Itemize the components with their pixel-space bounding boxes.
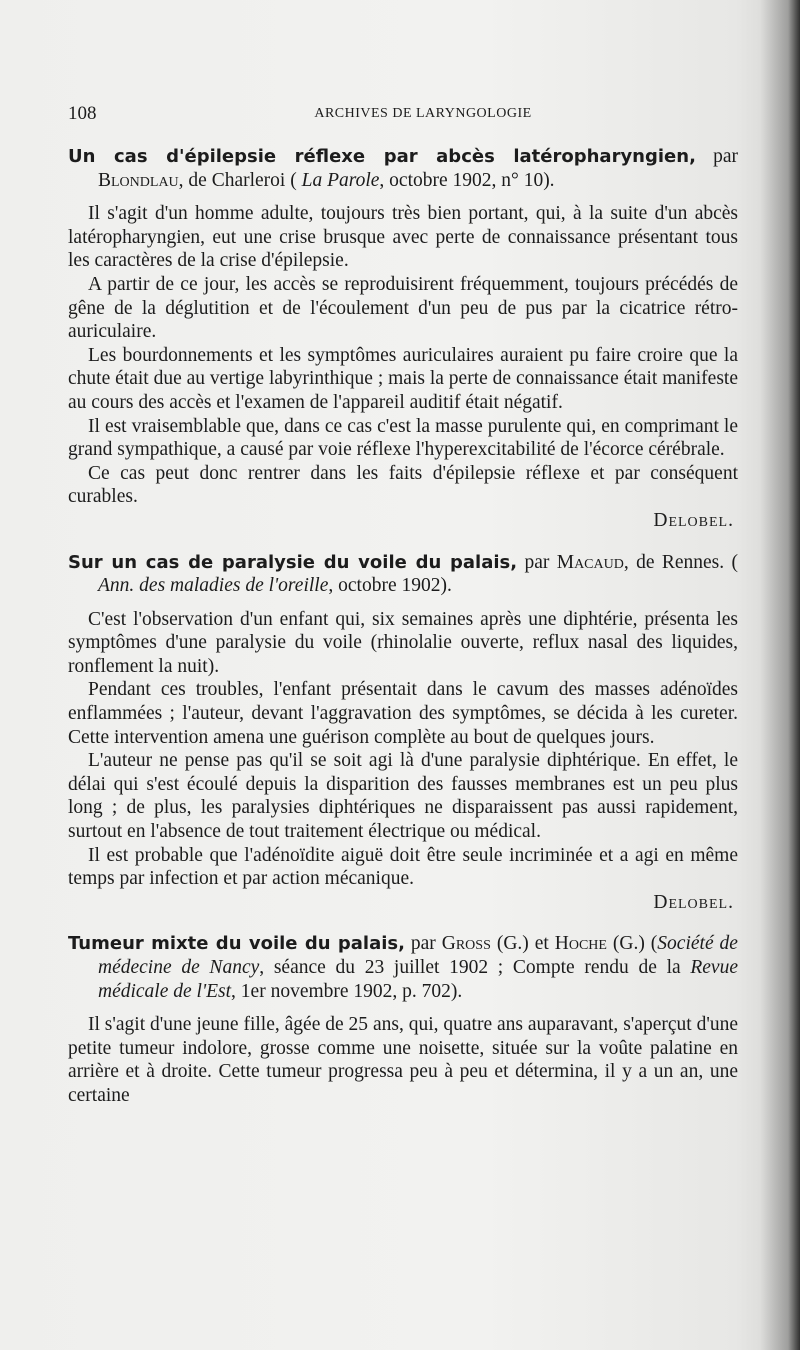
article-3 bbox=[68, 932, 738, 1107]
article-3-heading: Tumeur mixte du voile du palais, bbox=[68, 933, 405, 955]
article-2 bbox=[68, 551, 738, 915]
running-title: ARCHIVES DE LARYNGOLOGIE bbox=[314, 106, 532, 121]
article-2-heading: Sur un cas de paralysie du voile du palais, bbox=[68, 551, 518, 573]
page-header bbox=[68, 103, 738, 129]
article-1 bbox=[68, 145, 738, 533]
article-3-paragraph: Il s'agit d'une jeune fille, âgée de 25 ans, qui, quatre ans auparavant, s'aperçut d'une petite tumeur indolore, grosse comme une noisette, située sur la voûte palatine en arrière et à droite. Cette tumeur progressa peu à peu et détermina, il y a un an, une certaine bbox=[68, 1014, 738, 1106]
page-number: 108 bbox=[68, 103, 97, 124]
article-3-author-1: Gross bbox=[441, 933, 491, 955]
article-2-paragraph: L'auteur ne pense pas qu'il se soit agi là d'une paralysie diphtérique. En effet, le délai qui s'est écoulé depuis la disparition des fausses membranes est un peu plus long ; de plus, les paralysies diphtériques ne disparaissent pas aussi rapidement, surtout en l'absence de tout traitement électrique ou médical. bbox=[68, 750, 738, 843]
article-1-paragraph: Ce cas peut donc rentrer dans les faits d'épilepsie réflexe et par conséquent curables. bbox=[68, 462, 738, 508]
article-3-title: Tumeur mixte du voile du palais, par Gross (G.) et Hoche (G.) (Société de médecine de Nancy, séance du 23 juillet 1902 ; Compte rendu de la Revue médicale de l'Est, 1er novembre 1902, p. 702). bbox=[68, 933, 738, 1002]
article-1-paragraph: A partir de ce jour, les accès se reproduisirent fréquemment, toujours précédés de gêne de la déglutition et de l'écoulement d'un peu de pus par la cicatrice rétro-auriculaire. bbox=[68, 273, 738, 343]
article-1-paragraph: Il s'agit d'un homme adulte, toujours très bien portant, qui, à la suite d'un abcès latéropharyngien, eut une crise brusque avec perte de connaissance présentant tous les caractères de la crise d'épilepsie. bbox=[68, 203, 738, 272]
article-3-author-2: Hoche bbox=[554, 933, 607, 955]
article-2-paragraph: C'est l'observation d'un enfant qui, six semaines après une diphtérie, présenta les symptômes d'une paralysie du voile (rhinolalie ouverte, reflux nasal des liquides, ronflement la nuit). bbox=[68, 608, 738, 677]
page-content bbox=[68, 145, 738, 1108]
article-1-title: Un cas d'épilepsie réflexe par abcès latéropharyngien, par Blondlau, de Charleroi ( La Parole, octobre 1902, n° 10). bbox=[68, 146, 739, 191]
article-2-author: Macaud bbox=[556, 551, 624, 573]
article-1-heading: Un cas d'épilepsie réflexe par abcès latéropharyngien, bbox=[68, 146, 696, 167]
article-3-society: Société de médecine de Nancy bbox=[98, 933, 738, 978]
article-2-paragraph: Pendant ces troubles, l'enfant présentait dans le cavum des masses adénoïdes enflammées ; l'auteur, devant l'aggravation des symptômes, se décida à les cureter. Cette intervention amena une guérison complète au bout de quelques jours. bbox=[68, 679, 738, 748]
article-1-author: Blondlau bbox=[98, 169, 179, 191]
article-3-journal: Revue médicale de l'Est bbox=[98, 957, 738, 1002]
article-2-title: Sur un cas de paralysie du voile du palais, par Macaud, de Rennes. ( Ann. des maladies de l'oreille, octobre 1902). bbox=[68, 551, 738, 597]
article-2-paragraph: Il est probable que l'adénoïdite aiguë doit être seule incriminée et a agi en même temps par infection et par action mécanique. bbox=[68, 844, 738, 890]
page-shadow-edge bbox=[760, 0, 800, 1350]
article-1-paragraph: Les bourdonnements et les symptômes auriculaires auraient pu faire croire que la chute était due au vertige labyrinthique ; mais la perte de connaissance était manifeste au cours des accès et l'examen de l'appareil auditif était négatif. bbox=[68, 344, 738, 413]
article-1-paragraph: Il est vraisemblable que, dans ce cas c'est la masse purulente qui, en comprimant le grand sympathique, a causé par voie réflexe l'hyperexcitabilité de l'écorce cérébrale. bbox=[68, 415, 738, 461]
article-1-journal: La Parole bbox=[301, 169, 380, 191]
article-1-signature: Delobel. bbox=[653, 509, 734, 531]
article-2-journal: Ann. des maladies de l'oreille bbox=[98, 575, 329, 597]
article-2-signature: Delobel. bbox=[653, 891, 734, 913]
